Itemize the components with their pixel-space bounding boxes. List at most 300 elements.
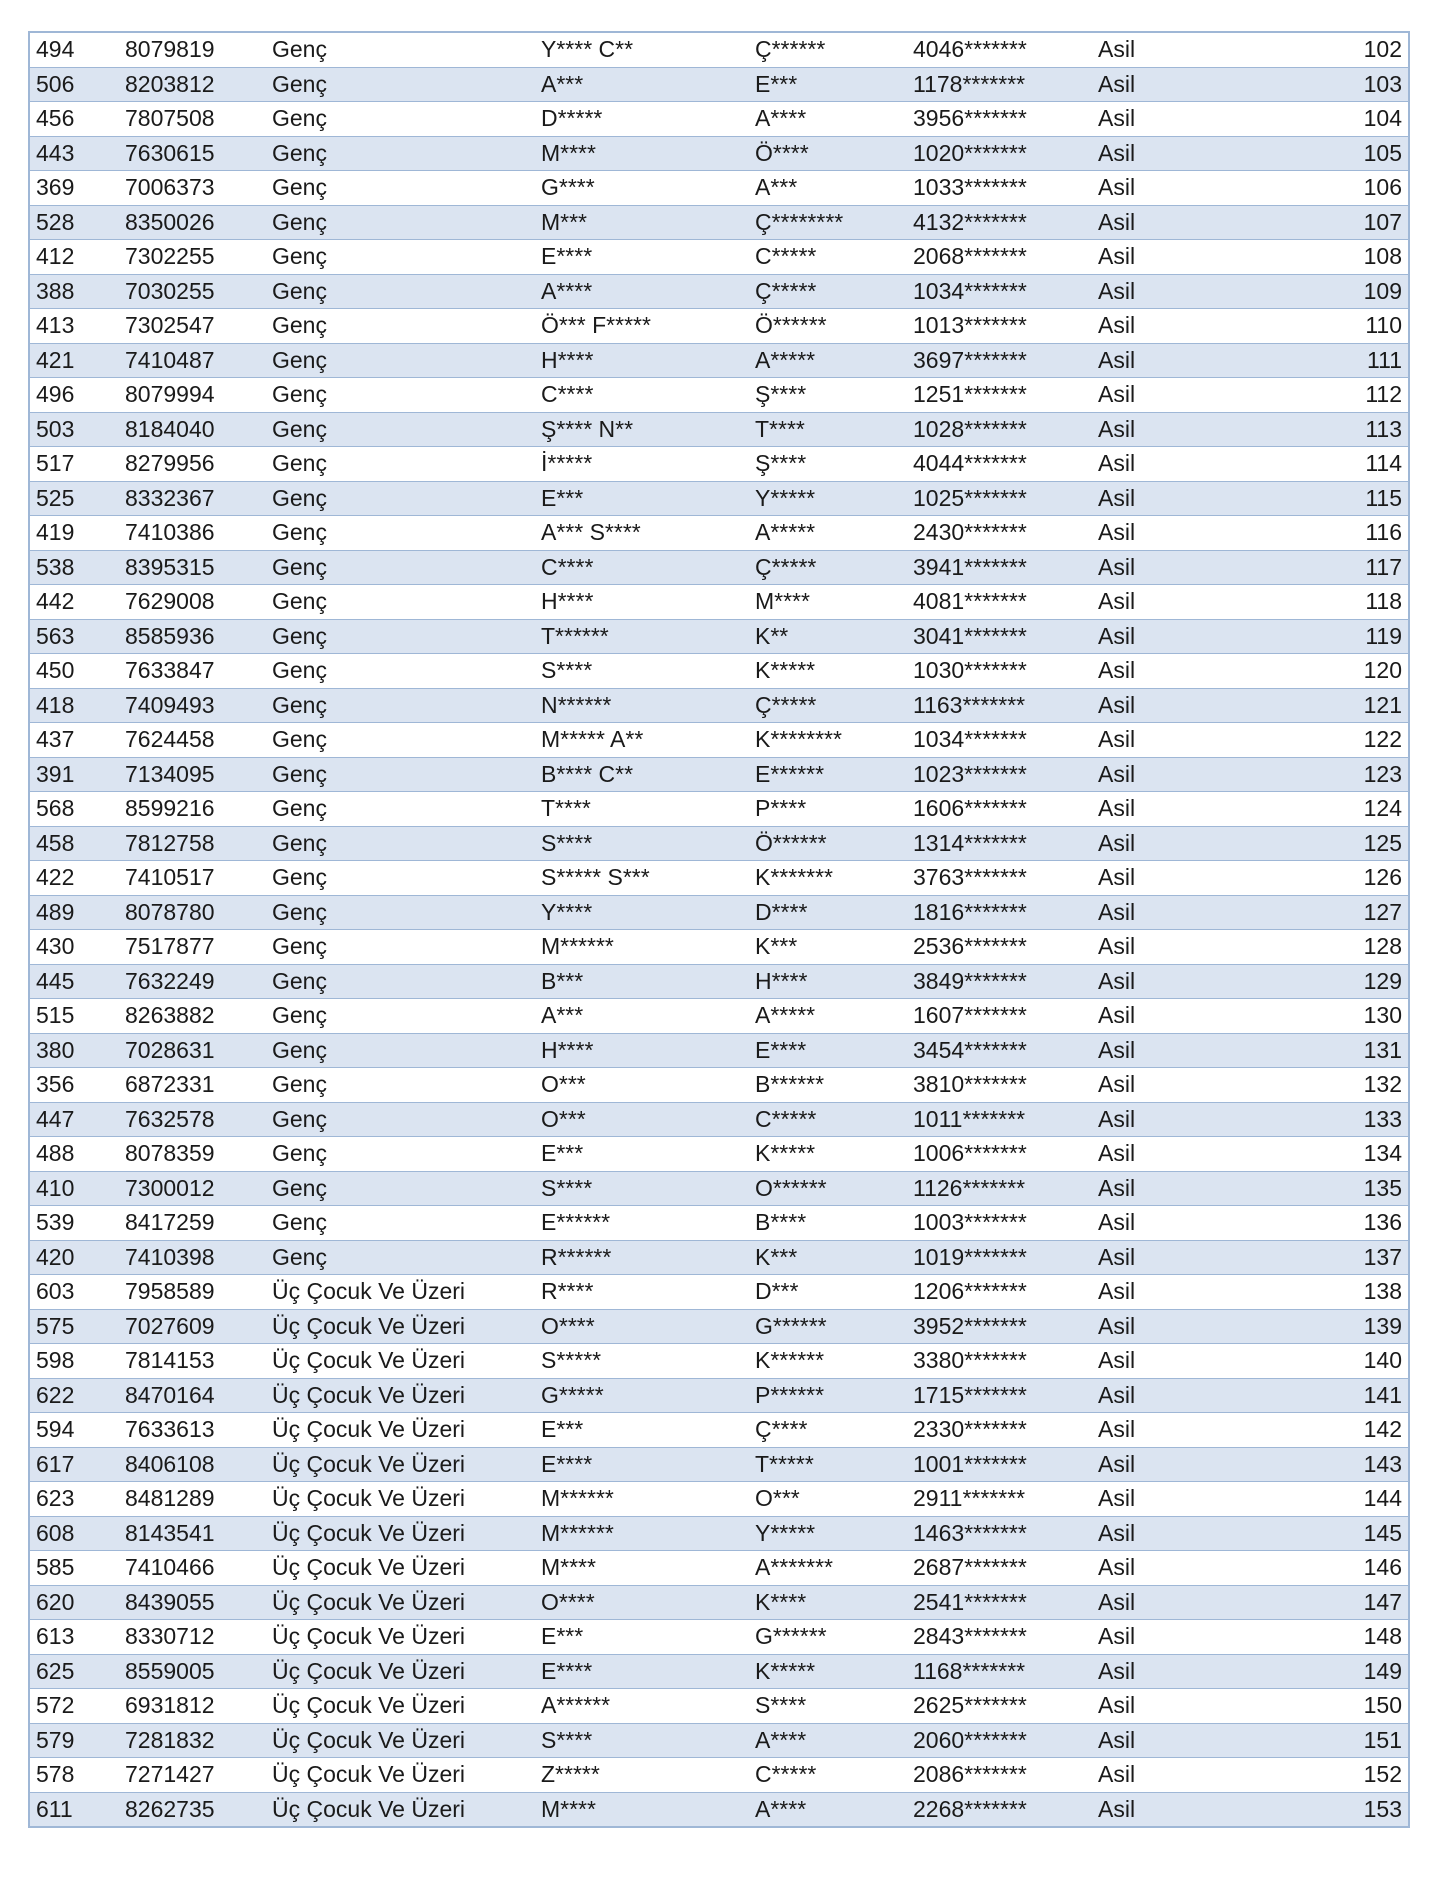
cell-application-no: 8585936: [119, 619, 266, 654]
cell-id-number: 1126*******: [907, 1171, 1092, 1206]
cell-first-name: Ş**** N**: [535, 412, 749, 447]
cell-category: Genç: [266, 136, 535, 171]
table-row: [29, 1723, 1409, 1758]
cell-last-name: Ç******: [749, 32, 907, 67]
cell-rank: 139: [1252, 1309, 1409, 1344]
cell-first-name: M***** A**: [535, 723, 749, 758]
cell-first-name: S****: [535, 826, 749, 861]
cell-seq: 585: [29, 1551, 119, 1586]
table-row: [29, 378, 1409, 413]
table-row: [29, 792, 1409, 827]
cell-status: Asil: [1092, 550, 1252, 585]
cell-application-no: 8079819: [119, 32, 266, 67]
cell-rank: 152: [1252, 1758, 1409, 1793]
cell-seq: 494: [29, 32, 119, 67]
cell-status: Asil: [1092, 792, 1252, 827]
cell-application-no: 7630615: [119, 136, 266, 171]
cell-first-name: E***: [535, 1413, 749, 1448]
table-row: [29, 964, 1409, 999]
cell-last-name: K***: [749, 1240, 907, 1275]
cell-last-name: Ç*****: [749, 688, 907, 723]
cell-first-name: M****: [535, 136, 749, 171]
cell-last-name: Ş****: [749, 378, 907, 413]
cell-first-name: O***: [535, 1102, 749, 1137]
cell-status: Asil: [1092, 32, 1252, 67]
table-row: [29, 723, 1409, 758]
cell-seq: 458: [29, 826, 119, 861]
cell-application-no: 7633613: [119, 1413, 266, 1448]
cell-seq: 620: [29, 1585, 119, 1620]
cell-category: Genç: [266, 723, 535, 758]
cell-seq: 625: [29, 1654, 119, 1689]
cell-last-name: K********: [749, 723, 907, 758]
cell-status: Asil: [1092, 1758, 1252, 1793]
cell-application-no: 8078359: [119, 1137, 266, 1172]
cell-last-name: K******: [749, 1344, 907, 1379]
cell-first-name: M******: [535, 1482, 749, 1517]
cell-status: Asil: [1092, 516, 1252, 551]
cell-application-no: 7300012: [119, 1171, 266, 1206]
cell-application-no: 6931812: [119, 1689, 266, 1724]
cell-status: Asil: [1092, 1551, 1252, 1586]
cell-category: Genç: [266, 1068, 535, 1103]
cell-last-name: E****: [749, 1033, 907, 1068]
cell-application-no: 7281832: [119, 1723, 266, 1758]
cell-id-number: 1030*******: [907, 654, 1092, 689]
cell-rank: 107: [1252, 205, 1409, 240]
cell-first-name: R******: [535, 1240, 749, 1275]
cell-application-no: 6872331: [119, 1068, 266, 1103]
table-row: [29, 895, 1409, 930]
cell-id-number: 3041*******: [907, 619, 1092, 654]
table-row: [29, 447, 1409, 482]
cell-seq: 594: [29, 1413, 119, 1448]
cell-id-number: 4044*******: [907, 447, 1092, 482]
cell-category: Üç Çocuk Ve Üzeri: [266, 1447, 535, 1482]
cell-rank: 143: [1252, 1447, 1409, 1482]
cell-category: Üç Çocuk Ve Üzeri: [266, 1620, 535, 1655]
cell-rank: 105: [1252, 136, 1409, 171]
cell-id-number: 1003*******: [907, 1206, 1092, 1241]
table-row: [29, 32, 1409, 67]
cell-last-name: K*****: [749, 654, 907, 689]
cell-application-no: 8395315: [119, 550, 266, 585]
cell-seq: 442: [29, 585, 119, 620]
cell-last-name: C*****: [749, 1102, 907, 1137]
cell-seq: 617: [29, 1447, 119, 1482]
table-row: [29, 861, 1409, 896]
cell-seq: 421: [29, 343, 119, 378]
cell-last-name: P******: [749, 1378, 907, 1413]
cell-seq: 506: [29, 67, 119, 102]
cell-seq: 517: [29, 447, 119, 482]
cell-application-no: 7624458: [119, 723, 266, 758]
cell-seq: 579: [29, 1723, 119, 1758]
cell-status: Asil: [1092, 1240, 1252, 1275]
cell-last-name: K*****: [749, 1137, 907, 1172]
cell-seq: 445: [29, 964, 119, 999]
cell-id-number: 1606*******: [907, 792, 1092, 827]
cell-category: Üç Çocuk Ve Üzeri: [266, 1551, 535, 1586]
cell-category: Genç: [266, 67, 535, 102]
cell-seq: 598: [29, 1344, 119, 1379]
table-row: [29, 343, 1409, 378]
cell-first-name: G*****: [535, 1378, 749, 1413]
cell-last-name: C*****: [749, 1758, 907, 1793]
cell-status: Asil: [1092, 378, 1252, 413]
cell-seq: 568: [29, 792, 119, 827]
cell-last-name: Y*****: [749, 481, 907, 516]
cell-status: Asil: [1092, 999, 1252, 1034]
cell-last-name: S****: [749, 1689, 907, 1724]
cell-seq: 578: [29, 1758, 119, 1793]
cell-application-no: 8406108: [119, 1447, 266, 1482]
cell-category: Genç: [266, 688, 535, 723]
cell-application-no: 7006373: [119, 171, 266, 206]
cell-application-no: 8470164: [119, 1378, 266, 1413]
cell-category: Genç: [266, 826, 535, 861]
cell-application-no: 7271427: [119, 1758, 266, 1793]
cell-rank: 151: [1252, 1723, 1409, 1758]
cell-last-name: P****: [749, 792, 907, 827]
cell-seq: 356: [29, 1068, 119, 1103]
cell-first-name: O****: [535, 1309, 749, 1344]
cell-rank: 106: [1252, 171, 1409, 206]
cell-first-name: E****: [535, 240, 749, 275]
cell-rank: 145: [1252, 1516, 1409, 1551]
table-row: [29, 1654, 1409, 1689]
cell-id-number: 3952*******: [907, 1309, 1092, 1344]
cell-id-number: 1034*******: [907, 274, 1092, 309]
cell-last-name: K*****: [749, 1654, 907, 1689]
cell-category: Genç: [266, 792, 535, 827]
table-row: [29, 309, 1409, 344]
cell-first-name: C****: [535, 550, 749, 585]
cell-last-name: A****: [749, 102, 907, 137]
cell-id-number: 3763*******: [907, 861, 1092, 896]
cell-rank: 116: [1252, 516, 1409, 551]
cell-last-name: Y*****: [749, 1516, 907, 1551]
cell-seq: 388: [29, 274, 119, 309]
cell-rank: 127: [1252, 895, 1409, 930]
cell-rank: 109: [1252, 274, 1409, 309]
cell-seq: 420: [29, 1240, 119, 1275]
cell-status: Asil: [1092, 585, 1252, 620]
cell-rank: 126: [1252, 861, 1409, 896]
cell-status: Asil: [1092, 757, 1252, 792]
cell-last-name: Ö******: [749, 826, 907, 861]
cell-last-name: O******: [749, 1171, 907, 1206]
cell-category: Genç: [266, 516, 535, 551]
cell-last-name: B****: [749, 1206, 907, 1241]
cell-application-no: 7632578: [119, 1102, 266, 1137]
cell-seq: 613: [29, 1620, 119, 1655]
cell-application-no: 8203812: [119, 67, 266, 102]
cell-category: Genç: [266, 378, 535, 413]
cell-status: Asil: [1092, 895, 1252, 930]
cell-last-name: E***: [749, 67, 907, 102]
cell-seq: 572: [29, 1689, 119, 1724]
cell-rank: 135: [1252, 1171, 1409, 1206]
cell-category: Genç: [266, 1206, 535, 1241]
cell-status: Asil: [1092, 1171, 1252, 1206]
cell-first-name: A*** S****: [535, 516, 749, 551]
table-row: [29, 1516, 1409, 1551]
cell-first-name: Y****: [535, 895, 749, 930]
cell-seq: 450: [29, 654, 119, 689]
cell-rank: 119: [1252, 619, 1409, 654]
cell-first-name: S****: [535, 654, 749, 689]
cell-seq: 622: [29, 1378, 119, 1413]
cell-status: Asil: [1092, 930, 1252, 965]
table-row: [29, 826, 1409, 861]
cell-rank: 124: [1252, 792, 1409, 827]
cell-category: Genç: [266, 757, 535, 792]
cell-first-name: E***: [535, 481, 749, 516]
table-row: [29, 1275, 1409, 1310]
cell-first-name: E******: [535, 1206, 749, 1241]
results-table: [28, 31, 1410, 1828]
cell-application-no: 8263882: [119, 999, 266, 1034]
cell-category: Genç: [266, 1137, 535, 1172]
cell-category: Üç Çocuk Ve Üzeri: [266, 1689, 535, 1724]
cell-rank: 129: [1252, 964, 1409, 999]
cell-last-name: C*****: [749, 240, 907, 275]
cell-last-name: H****: [749, 964, 907, 999]
table-row: [29, 619, 1409, 654]
cell-rank: 120: [1252, 654, 1409, 689]
cell-last-name: M****: [749, 585, 907, 620]
cell-first-name: G****: [535, 171, 749, 206]
cell-status: Asil: [1092, 688, 1252, 723]
cell-id-number: 1013*******: [907, 309, 1092, 344]
cell-rank: 133: [1252, 1102, 1409, 1137]
cell-first-name: A***: [535, 67, 749, 102]
cell-last-name: A*****: [749, 999, 907, 1034]
cell-rank: 104: [1252, 102, 1409, 137]
cell-application-no: 7632249: [119, 964, 266, 999]
cell-id-number: 4081*******: [907, 585, 1092, 620]
cell-seq: 608: [29, 1516, 119, 1551]
cell-status: Asil: [1092, 102, 1252, 137]
cell-rank: 146: [1252, 1551, 1409, 1586]
cell-rank: 150: [1252, 1689, 1409, 1724]
cell-rank: 115: [1252, 481, 1409, 516]
cell-id-number: 3697*******: [907, 343, 1092, 378]
cell-status: Asil: [1092, 447, 1252, 482]
cell-category: Genç: [266, 895, 535, 930]
table-row: [29, 1240, 1409, 1275]
cell-rank: 121: [1252, 688, 1409, 723]
cell-seq: 525: [29, 481, 119, 516]
cell-first-name: T******: [535, 619, 749, 654]
cell-rank: 103: [1252, 67, 1409, 102]
cell-id-number: 3956*******: [907, 102, 1092, 137]
cell-status: Asil: [1092, 826, 1252, 861]
cell-last-name: O***: [749, 1482, 907, 1517]
table-row: [29, 274, 1409, 309]
cell-rank: 110: [1252, 309, 1409, 344]
cell-category: Üç Çocuk Ve Üzeri: [266, 1275, 535, 1310]
cell-application-no: 8599216: [119, 792, 266, 827]
cell-seq: 430: [29, 930, 119, 965]
cell-first-name: H****: [535, 343, 749, 378]
cell-last-name: A****: [749, 1723, 907, 1758]
cell-rank: 137: [1252, 1240, 1409, 1275]
cell-last-name: K***: [749, 930, 907, 965]
cell-first-name: A******: [535, 1689, 749, 1724]
table-row: [29, 1447, 1409, 1482]
cell-category: Üç Çocuk Ve Üzeri: [266, 1723, 535, 1758]
cell-application-no: 7134095: [119, 757, 266, 792]
cell-category: Genç: [266, 32, 535, 67]
table-row: [29, 1206, 1409, 1241]
cell-status: Asil: [1092, 1792, 1252, 1827]
cell-application-no: 8350026: [119, 205, 266, 240]
cell-status: Asil: [1092, 136, 1252, 171]
cell-application-no: 8078780: [119, 895, 266, 930]
cell-first-name: M******: [535, 1516, 749, 1551]
cell-rank: 102: [1252, 32, 1409, 67]
cell-rank: 147: [1252, 1585, 1409, 1620]
table-row: [29, 481, 1409, 516]
table-row: [29, 1792, 1409, 1827]
cell-first-name: S***** S***: [535, 861, 749, 896]
cell-first-name: A****: [535, 274, 749, 309]
cell-application-no: 8332367: [119, 481, 266, 516]
cell-status: Asil: [1092, 1137, 1252, 1172]
cell-seq: 391: [29, 757, 119, 792]
cell-id-number: 1206*******: [907, 1275, 1092, 1310]
cell-first-name: R****: [535, 1275, 749, 1310]
cell-status: Asil: [1092, 1033, 1252, 1068]
cell-application-no: 8559005: [119, 1654, 266, 1689]
cell-id-number: 2060*******: [907, 1723, 1092, 1758]
table-row: [29, 585, 1409, 620]
table-row: [29, 136, 1409, 171]
cell-category: Genç: [266, 205, 535, 240]
cell-id-number: 1034*******: [907, 723, 1092, 758]
cell-rank: 125: [1252, 826, 1409, 861]
table-row: [29, 1068, 1409, 1103]
cell-application-no: 7410517: [119, 861, 266, 896]
cell-status: Asil: [1092, 171, 1252, 206]
cell-category: Genç: [266, 1240, 535, 1275]
cell-first-name: E***: [535, 1137, 749, 1172]
cell-application-no: 7410398: [119, 1240, 266, 1275]
cell-id-number: 1023*******: [907, 757, 1092, 792]
cell-application-no: 7027609: [119, 1309, 266, 1344]
cell-last-name: Ç****: [749, 1413, 907, 1448]
table-row: [29, 240, 1409, 275]
cell-category: Genç: [266, 1102, 535, 1137]
cell-id-number: 1020*******: [907, 136, 1092, 171]
cell-seq: 437: [29, 723, 119, 758]
cell-id-number: 2625*******: [907, 1689, 1092, 1724]
cell-first-name: M****: [535, 1792, 749, 1827]
cell-seq: 412: [29, 240, 119, 275]
cell-rank: 141: [1252, 1378, 1409, 1413]
cell-first-name: N******: [535, 688, 749, 723]
cell-last-name: A*****: [749, 343, 907, 378]
cell-status: Asil: [1092, 1689, 1252, 1724]
cell-id-number: 2911*******: [907, 1482, 1092, 1517]
cell-application-no: 7807508: [119, 102, 266, 137]
cell-category: Üç Çocuk Ve Üzeri: [266, 1309, 535, 1344]
cell-id-number: 1251*******: [907, 378, 1092, 413]
table-row: [29, 516, 1409, 551]
cell-application-no: 8439055: [119, 1585, 266, 1620]
cell-seq: 539: [29, 1206, 119, 1241]
cell-rank: 113: [1252, 412, 1409, 447]
cell-application-no: 8184040: [119, 412, 266, 447]
table-row: [29, 1620, 1409, 1655]
cell-first-name: E****: [535, 1654, 749, 1689]
cell-application-no: 8279956: [119, 447, 266, 482]
cell-id-number: 1006*******: [907, 1137, 1092, 1172]
cell-seq: 413: [29, 309, 119, 344]
cell-category: Üç Çocuk Ve Üzeri: [266, 1792, 535, 1827]
cell-rank: 117: [1252, 550, 1409, 585]
cell-seq: 447: [29, 1102, 119, 1137]
cell-first-name: T****: [535, 792, 749, 827]
cell-application-no: 8330712: [119, 1620, 266, 1655]
cell-id-number: 1163*******: [907, 688, 1092, 723]
cell-seq: 575: [29, 1309, 119, 1344]
cell-status: Asil: [1092, 1620, 1252, 1655]
cell-application-no: 8481289: [119, 1482, 266, 1517]
table-row: [29, 205, 1409, 240]
cell-first-name: S****: [535, 1171, 749, 1206]
cell-status: Asil: [1092, 1206, 1252, 1241]
cell-last-name: G******: [749, 1309, 907, 1344]
cell-seq: 422: [29, 861, 119, 896]
cell-first-name: Z*****: [535, 1758, 749, 1793]
cell-status: Asil: [1092, 1516, 1252, 1551]
cell-status: Asil: [1092, 654, 1252, 689]
cell-application-no: 7814153: [119, 1344, 266, 1379]
cell-first-name: S*****: [535, 1344, 749, 1379]
cell-rank: 140: [1252, 1344, 1409, 1379]
cell-last-name: K**: [749, 619, 907, 654]
cell-last-name: D****: [749, 895, 907, 930]
cell-id-number: 1001*******: [907, 1447, 1092, 1482]
cell-application-no: 7302547: [119, 309, 266, 344]
cell-category: Genç: [266, 585, 535, 620]
cell-rank: 128: [1252, 930, 1409, 965]
cell-id-number: 1168*******: [907, 1654, 1092, 1689]
cell-application-no: 7633847: [119, 654, 266, 689]
cell-application-no: 8262735: [119, 1792, 266, 1827]
cell-id-number: 1011*******: [907, 1102, 1092, 1137]
table-row: [29, 1137, 1409, 1172]
table-row: [29, 930, 1409, 965]
table-row: [29, 102, 1409, 137]
cell-category: Genç: [266, 1033, 535, 1068]
table-row: [29, 757, 1409, 792]
table-row: [29, 999, 1409, 1034]
cell-seq: 623: [29, 1482, 119, 1517]
table-row: [29, 1551, 1409, 1586]
table-row: [29, 1102, 1409, 1137]
cell-category: Genç: [266, 930, 535, 965]
cell-rank: 138: [1252, 1275, 1409, 1310]
cell-id-number: 1025*******: [907, 481, 1092, 516]
cell-id-number: 4046*******: [907, 32, 1092, 67]
cell-category: Üç Çocuk Ve Üzeri: [266, 1585, 535, 1620]
cell-status: Asil: [1092, 1344, 1252, 1379]
cell-category: Genç: [266, 550, 535, 585]
